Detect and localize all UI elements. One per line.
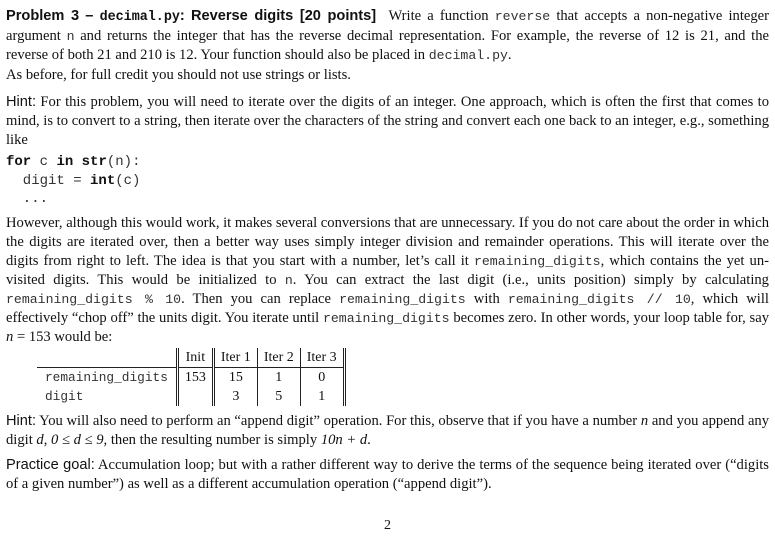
code-arg: (n): xyxy=(106,154,141,170)
table-header-init: Init xyxy=(177,348,213,368)
file-name: decimal.py xyxy=(428,48,508,63)
problem-title: Reverse digits [20 points] xyxy=(190,8,377,24)
explain-text-4: . Then you can replace xyxy=(181,291,332,307)
explain-text-1: However, although this would work, it makes several conversions that are unnecessary. If you do not care about the order in which the digits are iterated over, then a better way uses simply integer division and remainder operations. This will iterate over the digits from right to left. The idea is that you start with a number, let’s call it xyxy=(6,215,769,269)
explain-text-3: . You can extract the last digit (i.e., units position) simply by calculating xyxy=(292,272,769,288)
code-kw-in: in xyxy=(56,154,74,170)
explain-var-4: remaining_digits xyxy=(339,292,466,307)
problem-text-3: and returns the integer that has the reverse decimal representation. For example, the reverse of 12 is 21, and the reverse of both 21 and 210 is 12. Your function should also be placed in xyxy=(6,28,769,63)
page-number: 2 xyxy=(384,518,391,533)
function-name: reverse xyxy=(494,9,551,24)
practice-goal-label: Practice goal: xyxy=(6,457,95,473)
explain-text-6: , which will effectively “chop off” the units digit. You iterate until xyxy=(6,291,769,326)
code-line-1 xyxy=(6,152,140,171)
problem-label: Problem 3 xyxy=(6,8,80,24)
table-header-iter3: Iter 3 xyxy=(300,348,344,368)
hint-2-text-4: , then the resulting number is simply xyxy=(103,432,318,448)
problem-text-1: Write a function xyxy=(388,8,489,24)
table-cell xyxy=(177,387,213,406)
credit-note: As before, for full credit you should not use strings or lists. xyxy=(6,67,351,83)
table-row xyxy=(37,387,344,406)
problem-statement xyxy=(6,7,769,65)
code-snippet xyxy=(6,152,140,209)
problem-text-4: . xyxy=(507,47,512,63)
loop-table xyxy=(37,348,346,406)
code-var-c: c xyxy=(31,154,57,170)
table-header-row xyxy=(37,348,344,368)
explanation xyxy=(6,214,769,347)
explain-var-2: n xyxy=(284,273,293,288)
hint-1 xyxy=(6,93,769,150)
code-call: (c) xyxy=(115,173,141,189)
hint-2-math-range: 0 ≤ d ≤ 9 xyxy=(51,432,104,448)
code-line-2 xyxy=(6,171,140,190)
hint-1-label: Hint: xyxy=(6,94,37,110)
explain-text-2: , which contains the yet un-visited digits. This would be initialized to xyxy=(6,253,769,288)
table-cell: 5 xyxy=(257,387,300,406)
practice-goal-text: Accumulation loop; but with a rather different way to derive the terms of the sequence being iterated over (“digits of a given number”) as well as a different accumulation operation (“append digit”). xyxy=(6,457,769,492)
explain-var-6: remaining_digits xyxy=(322,311,450,326)
hint-2-math-formula: 10n + d xyxy=(320,432,368,448)
explain-var-1: remaining_digits xyxy=(473,254,601,269)
code-line-3: ... xyxy=(6,191,49,207)
table-header-iter2: Iter 2 xyxy=(257,348,300,368)
hint-2-text-2: and you append any digit xyxy=(6,413,770,448)
hint-2-text-3: , xyxy=(43,432,48,448)
code-kw-for: for xyxy=(6,154,32,170)
explain-text-5: with xyxy=(473,291,500,307)
table-cell: 3 xyxy=(213,387,257,406)
hint-2-text-5: . xyxy=(367,432,371,448)
table-row-label: digit xyxy=(45,389,84,404)
table-cell: 153 xyxy=(177,368,213,388)
hint-2-text-1: You will also need to perform an “append digit” operation. For this, observe that if you have a number xyxy=(39,413,638,429)
table-cell: 1 xyxy=(300,387,344,406)
table-cell: 15 xyxy=(213,368,257,388)
code-kw-str: str xyxy=(81,154,107,170)
table-cell: 1 xyxy=(257,368,300,388)
code-assign: digit = xyxy=(6,173,91,189)
code-kw-int: int xyxy=(90,173,116,189)
table-header-iter1: Iter 1 xyxy=(213,348,257,368)
hint-1-text: For this problem, you will need to iterate over the digits of an integer. One approach, which is often the first that comes to mind, is to convert to a string, then iterate over the characters of the string and convert each one back to an integer, e.g., something like xyxy=(6,94,769,148)
problem-colon: : xyxy=(179,8,185,24)
explain-var-5: remaining_digits // 10 xyxy=(507,292,691,307)
explain-math-n: n xyxy=(6,329,14,345)
argument-name: n xyxy=(66,29,75,44)
explain-var-3: remaining_digits % 10 xyxy=(6,292,182,307)
explain-text-7: becomes zero. In other words, your loop table for, say xyxy=(453,310,769,326)
table-row-label: remaining_digits xyxy=(45,370,168,385)
code-space xyxy=(73,154,81,170)
practice-goal xyxy=(6,456,769,494)
table-row xyxy=(37,368,344,388)
table-cell: 0 xyxy=(300,368,344,388)
explain-text-8: = 153 would be: xyxy=(16,329,113,345)
hint-2-math-d: d xyxy=(36,432,44,448)
table-header-corner xyxy=(37,348,177,368)
hint-2-math-n: n xyxy=(640,413,649,429)
problem-file: decimal.py xyxy=(99,10,180,25)
problem-text-2: that accepts a non-negative integer argument xyxy=(6,8,770,44)
problem-dash: – xyxy=(85,8,94,24)
hint-2 xyxy=(6,412,769,450)
hint-2-label: Hint: xyxy=(6,413,37,429)
